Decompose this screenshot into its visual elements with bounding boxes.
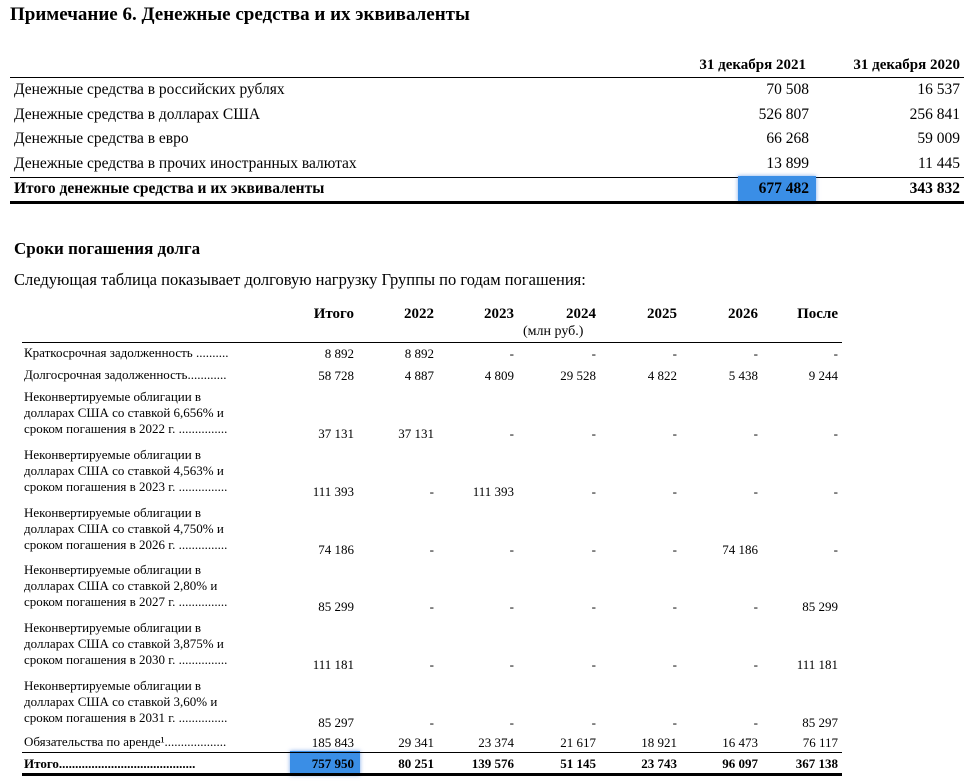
debt-row-value: 185 843	[311, 735, 354, 750]
debt-row-value: -	[591, 657, 596, 672]
cash-row-label: Денежные средства в российских рублях	[14, 81, 285, 98]
debt-row-label-line: Неконвертируемые облигации в	[24, 678, 202, 693]
cash-row	[14, 155, 964, 179]
cash-row-2020: 59 009	[917, 130, 960, 147]
debt-row-label-line: Неконвертируемые облигации в	[24, 505, 202, 520]
debt-row-value: -	[672, 426, 677, 441]
debt-row-value: -	[429, 484, 434, 499]
debt-row-value: -	[429, 542, 434, 557]
debt-total-value: 757 950	[311, 756, 354, 771]
cash-row	[14, 106, 964, 130]
debt-row-label	[24, 345, 274, 361]
cash-row	[14, 81, 964, 105]
debt-row-value: 111 181	[796, 657, 838, 672]
debt-col-header: 2023	[484, 306, 514, 322]
debt-row-value: 85 297	[318, 715, 354, 730]
cash-header-2020: 31 декабря 2020	[853, 57, 960, 73]
debt-row-value: 74 186	[318, 542, 354, 557]
debt-row-value: 4 887	[404, 368, 434, 383]
debt-row-value: -	[833, 484, 838, 499]
debt-row-value: -	[833, 426, 838, 441]
debt-row-label	[24, 505, 274, 553]
debt-row-value: 111 393	[472, 484, 514, 499]
debt-row-value: -	[672, 715, 677, 730]
debt-row-value: -	[509, 426, 514, 441]
debt-row-value: -	[509, 542, 514, 557]
debt-row-label-line: сроком погашения в 2022 г. ...............	[24, 421, 228, 436]
debt-row-value: -	[509, 599, 514, 614]
debt-row-value: -	[672, 346, 677, 361]
debt-total-value: 96 097	[722, 756, 758, 771]
cash-row-label: Денежные средства в долларах США	[14, 106, 261, 123]
debt-total-label: Итого..........................................	[24, 756, 196, 771]
debt-row-value: 16 473	[722, 735, 758, 750]
debt-row-label-line: долларах США со ставкой 4,563% и	[24, 463, 224, 478]
debt-row-label-line: Неконвертируемые облигации в	[24, 562, 202, 577]
debt-row-value: -	[591, 599, 596, 614]
debt-row-label-line: сроком погашения в 2027 г. ...............	[24, 594, 228, 609]
debt-row-value: 37 131	[318, 426, 354, 441]
debt-row-label-line: Обязательства по аренде¹...................	[24, 734, 227, 749]
debt-total-rule	[22, 752, 842, 753]
cash-row-2021: 526 807	[758, 106, 809, 123]
cash-header-2021: 31 декабря 2021	[699, 57, 806, 73]
debt-row-label	[24, 389, 274, 437]
cash-row-2020: 11 445	[917, 155, 960, 172]
debt-row-value: 21 617	[560, 735, 596, 750]
cash-total-label: Итого денежные средства и их эквиваленты	[14, 180, 325, 197]
note-title: Примечание 6. Денежные средства и их эквиваленты	[10, 4, 470, 25]
debt-col-header: 2026	[728, 306, 758, 322]
cash-header-rule	[10, 77, 964, 78]
debt-row-value: 4 822	[647, 368, 677, 383]
debt-row-value: -	[509, 715, 514, 730]
debt-row-value: -	[753, 426, 758, 441]
cash-total-2020: 343 832	[909, 180, 960, 197]
debt-row-value: -	[591, 715, 596, 730]
debt-row-value: 76 117	[802, 735, 838, 750]
debt-row-label-line: долларах США со ставкой 2,80% и	[24, 578, 218, 593]
debt-row-value: -	[753, 484, 758, 499]
cash-row-2020: 16 537	[917, 81, 960, 98]
debt-row-value: 111 181	[312, 657, 354, 672]
debt-row-label-line: сроком погашения в 2023 г. ...............	[24, 479, 228, 494]
debt-row-value: 29 341	[398, 735, 434, 750]
debt-row-value: 85 299	[318, 599, 354, 614]
debt-row-value: -	[509, 657, 514, 672]
debt-row-value: 111 393	[312, 484, 354, 499]
debt-row-label-line: Неконвертируемые облигации в	[24, 389, 202, 404]
debt-row-label	[24, 367, 274, 383]
debt-row-label-line: долларах США со ставкой 6,656% и	[24, 405, 224, 420]
debt-row-value: -	[429, 657, 434, 672]
debt-row-value: -	[429, 715, 434, 730]
debt-row-value: 9 244	[808, 368, 838, 383]
debt-col-header: После	[797, 306, 838, 322]
debt-col-header: 2024	[566, 306, 596, 322]
debt-total-value: 80 251	[398, 756, 434, 771]
debt-row-value: -	[591, 484, 596, 499]
debt-row-value: -	[753, 715, 758, 730]
debt-row-label	[24, 734, 274, 750]
debt-row-value: -	[591, 426, 596, 441]
cash-row-2021: 70 508	[766, 81, 809, 98]
debt-row-value: -	[753, 657, 758, 672]
debt-row-value: -	[672, 599, 677, 614]
debt-row-value: -	[591, 346, 596, 361]
cash-row	[14, 130, 964, 154]
cash-total-rule	[10, 177, 964, 178]
debt-row-value: 4 809	[484, 368, 514, 383]
debt-col-header: 2025	[647, 306, 677, 322]
cash-total-2021: 677 482	[758, 180, 809, 197]
debt-row-value: -	[753, 599, 758, 614]
debt-row-label-line: Долгосрочная задолженность............	[24, 367, 227, 382]
debt-total-value: 51 145	[560, 756, 596, 771]
debt-row-label-line: сроком погашения в 2026 г. ...............	[24, 537, 228, 552]
debt-row-label-line: сроком погашения в 2030 г. ...............	[24, 652, 228, 667]
debt-row-value: -	[672, 542, 677, 557]
debt-row-value: 5 438	[728, 368, 758, 383]
debt-row-value: 37 131	[398, 426, 434, 441]
debt-row-value: -	[833, 542, 838, 557]
debt-row-label-line: Краткосрочная задолженность ..........	[24, 345, 229, 360]
cash-row-2020: 256 841	[909, 106, 960, 123]
debt-total-value: 367 138	[795, 756, 838, 771]
debt-row-value: 29 528	[560, 368, 596, 383]
debt-row-label-line: Неконвертируемые облигации в	[24, 620, 202, 635]
debt-col-header: Итого	[313, 306, 354, 322]
debt-row-label	[24, 447, 274, 495]
debt-row-label	[24, 620, 274, 668]
debt-row-value: 23 374	[478, 735, 514, 750]
debt-total-value: 139 576	[471, 756, 514, 771]
debt-row-value: -	[672, 484, 677, 499]
debt-row-label-line: долларах США со ставкой 3,875% и	[24, 636, 224, 651]
debt-row-label	[24, 562, 274, 610]
debt-row-value: 8 892	[404, 346, 434, 361]
debt-intro: Следующая таблица показывает долговую нагрузку Группы по годам погашения:	[14, 270, 586, 289]
cash-row-2021: 66 268	[766, 130, 809, 147]
debt-row-value: 58 728	[318, 368, 354, 383]
debt-unit-label: (млн руб.)	[523, 324, 584, 339]
cash-row-label: Денежные средства в прочих иностранных валютах	[14, 155, 357, 172]
debt-total-value: 23 743	[641, 756, 677, 771]
debt-row-label	[24, 678, 274, 726]
debt-row-label-line: Неконвертируемые облигации в	[24, 447, 202, 462]
cash-bottom-rule	[10, 201, 964, 204]
debt-row-value: 74 186	[722, 542, 758, 557]
cash-row-2021: 13 899	[766, 155, 809, 172]
debt-row-value: 85 299	[802, 599, 838, 614]
debt-row-label-line: долларах США со ставкой 3,60% и	[24, 694, 218, 709]
debt-bottom-rule	[22, 773, 842, 776]
debt-row-value: -	[429, 599, 434, 614]
debt-row-value: 8 892	[324, 346, 354, 361]
debt-col-header: 2022	[404, 306, 434, 322]
debt-header-rule	[22, 342, 842, 343]
debt-row-value: -	[509, 346, 514, 361]
debt-row-value: 85 297	[802, 715, 838, 730]
debt-row-label-line: долларах США со ставкой 4,750% и	[24, 521, 224, 536]
debt-row-value: -	[753, 346, 758, 361]
debt-row-value: -	[591, 542, 596, 557]
debt-section-title: Сроки погашения долга	[14, 239, 201, 258]
debt-row-value: -	[672, 657, 677, 672]
cash-row-label: Денежные средства в евро	[14, 130, 189, 147]
debt-row-value: 18 921	[641, 735, 677, 750]
debt-row-label-line: сроком погашения в 2031 г. ...............	[24, 710, 228, 725]
debt-row-value: -	[833, 346, 838, 361]
